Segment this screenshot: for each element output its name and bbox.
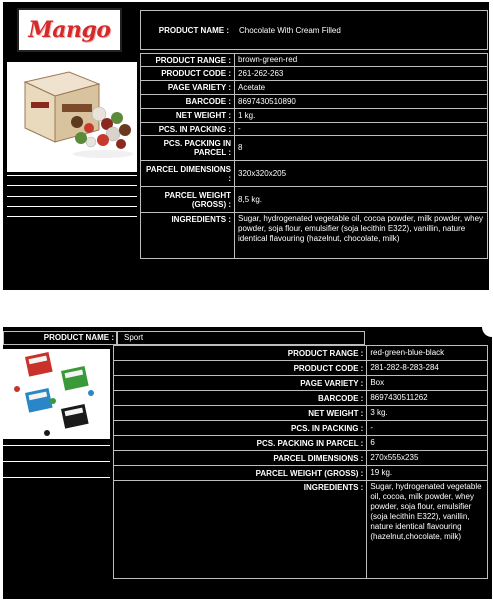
image-divider xyxy=(3,477,110,478)
spec-label: PAGE VARIETY : xyxy=(114,376,367,391)
spec-label: PCS. IN PACKING : xyxy=(141,123,235,136)
brand-logo xyxy=(17,8,122,52)
table-row xyxy=(114,481,488,579)
spec-label: PARCEL DIMENSIONS : xyxy=(114,451,367,466)
spec-value: 8697430510890 xyxy=(235,95,488,109)
spec-value: 281-282-8-283-284 xyxy=(367,361,488,376)
table-row xyxy=(141,109,488,123)
chocolate-box-illustration xyxy=(7,62,137,172)
product-image-chocolate-box xyxy=(7,62,137,172)
table-row xyxy=(114,346,488,361)
spec-value: 8 xyxy=(235,136,488,161)
table-row xyxy=(141,123,488,136)
spec-label: INGREDIENTS : xyxy=(141,213,235,259)
product-name-value: Chocolate With Cream Filled xyxy=(239,25,341,35)
table-row xyxy=(114,376,488,391)
spec-label: PCS. IN PACKING : xyxy=(114,421,367,436)
spec-label: PARCEL WEIGHT (GROSS) : xyxy=(114,466,367,481)
table-row xyxy=(114,466,488,481)
spec-value: brown-green-red xyxy=(235,54,488,67)
table-row xyxy=(114,436,488,451)
image-divider xyxy=(3,445,110,446)
image-divider xyxy=(7,175,137,176)
table-row xyxy=(141,136,488,161)
spec-value: 8,5 kg. xyxy=(235,187,488,213)
table-row xyxy=(141,81,488,95)
spec-value: 270x555x235 xyxy=(367,451,488,466)
product-image-sport-boxes xyxy=(3,349,110,439)
spec-value: - xyxy=(235,123,488,136)
product-name-row xyxy=(3,331,365,345)
spec-label: PAGE VARIETY : xyxy=(141,81,235,95)
image-divider xyxy=(7,216,137,217)
image-divider xyxy=(7,185,137,186)
spec-value: red-green-blue-black xyxy=(367,346,488,361)
spec-table xyxy=(140,53,488,259)
spec-label: PCS. PACKING IN PARCEL : xyxy=(141,136,235,161)
spec-value: 6 xyxy=(367,436,488,451)
product-name-label: PRODUCT NAME : xyxy=(158,25,229,35)
spec-label: BARCODE : xyxy=(114,391,367,406)
table-row xyxy=(114,391,488,406)
spec-value: 1 kg. xyxy=(235,109,488,123)
table-row xyxy=(141,67,488,81)
spec-value: - xyxy=(367,421,488,436)
spec-label: PCS. PACKING IN PARCEL : xyxy=(114,436,367,451)
spec-value: 320x320x205 xyxy=(235,161,488,187)
product-name-value: Sport xyxy=(117,331,365,345)
product-name-row xyxy=(140,10,488,50)
spec-table xyxy=(113,345,488,579)
spec-value: Sugar, hydrogenated vegetable oil, cocoa powder, milk powder, whey powder, soja flour, emulsifier (soja lecithin E322), vanillin, nature identical flavouring (hazelnut, chocolate, milk) xyxy=(235,213,488,259)
table-row xyxy=(141,161,488,187)
table-row xyxy=(114,406,488,421)
brand-logo-text: Mango xyxy=(28,17,111,43)
spec-value: 19 kg. xyxy=(367,466,488,481)
card-corner xyxy=(482,327,492,337)
spec-label: PRODUCT CODE : xyxy=(141,67,235,81)
table-row xyxy=(114,451,488,466)
spec-value: Sugar, hydrogenated vegetable oil, cocoa, milk powder, whey powder, soja flour, emulsifier (soja lecithin E322), vanillin, nature identical flavouring (hazelnut,chocolate, milk) xyxy=(367,481,488,579)
sport-boxes-illustration xyxy=(3,349,110,439)
spec-value: 3 kg. xyxy=(367,406,488,421)
table-row xyxy=(141,187,488,213)
table-row xyxy=(114,361,488,376)
image-divider xyxy=(7,206,137,207)
spec-label: PARCEL DIMENSIONS : xyxy=(141,161,235,187)
spec-value: Box xyxy=(367,376,488,391)
image-divider xyxy=(7,196,137,197)
spec-label: BARCODE : xyxy=(141,95,235,109)
spec-label: PRODUCT CODE : xyxy=(114,361,367,376)
spec-label: PARCEL WEIGHT (GROSS) : xyxy=(141,187,235,213)
spec-value: Acetate xyxy=(235,81,488,95)
spec-label: NET WEIGHT : xyxy=(141,109,235,123)
table-row xyxy=(141,95,488,109)
image-divider xyxy=(3,461,110,462)
product-card-sport xyxy=(3,327,492,599)
table-row xyxy=(141,213,488,259)
table-row xyxy=(141,54,488,67)
spec-label: PRODUCT RANGE : xyxy=(114,346,367,361)
spec-label: NET WEIGHT : xyxy=(114,406,367,421)
spec-label: PRODUCT RANGE : xyxy=(141,54,235,67)
product-name-label: PRODUCT NAME : xyxy=(3,331,117,345)
spec-value: 8697430511262 xyxy=(367,391,488,406)
table-row xyxy=(114,421,488,436)
spec-label: INGREDIENTS : xyxy=(114,481,367,579)
product-card-mango xyxy=(3,2,489,290)
spec-value: 261-262-263 xyxy=(235,67,488,81)
